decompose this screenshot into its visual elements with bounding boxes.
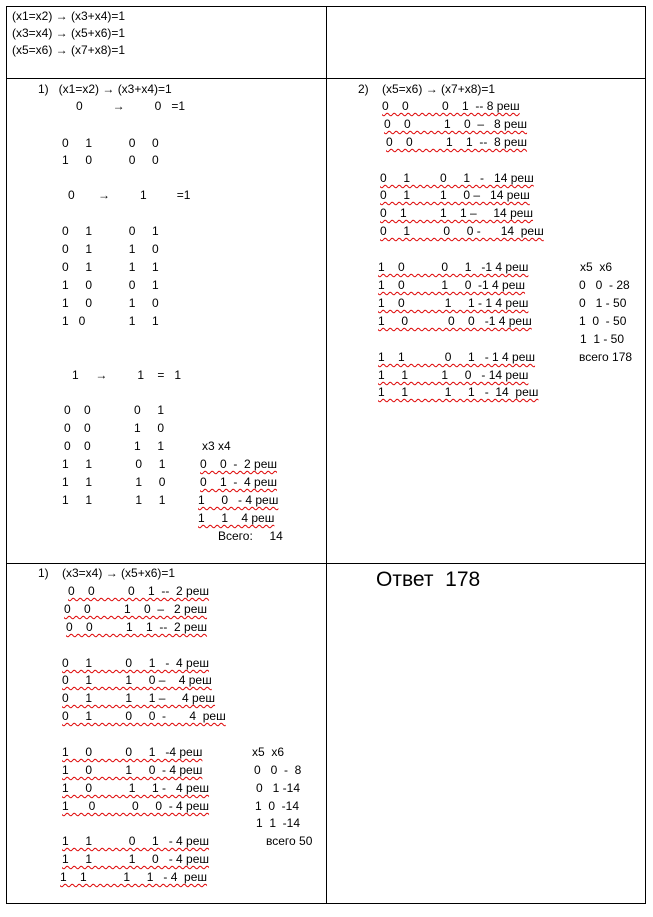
block2-row: 0 1 1 1 – 14 реш [380,206,534,220]
block2-row: 1 0 1 0 -1 4 реш [378,278,526,292]
block3-title: 1) (x3=x4) → (x5+x6)=1 [38,566,176,580]
block1-row: 0 1 0 0 [62,136,159,150]
block2-row: 1 0 0 0 -1 4 реш [378,314,532,328]
block2-row: 0 1 0 1 - 14 реш [380,171,534,185]
block1-row: 0 0 1 1 [64,439,165,453]
header-line: (x1=x2) → (x3+x4)=1 [12,9,126,23]
block2-row: 1 1 1 1 - 14 реш [378,385,539,399]
block1-sub-row: 0 1 - 4 реш [200,475,277,489]
block2-sub-header: x5 x6 [580,260,613,274]
table-border-left [6,6,7,904]
header-line: (x5=x6) → (x7+x8)=1 [12,43,126,57]
block2-row: 0 0 1 1 -- 8 реш [386,135,528,149]
block3-sub-row: 0 1 -14 [256,781,301,795]
block1-row: 1 → 1 = 1 [72,368,182,382]
table-border-middle [326,6,327,904]
block1-sub-header: x3 x4 [202,439,231,453]
block2-row: 0 1 1 0 – 14 реш [380,188,530,202]
block2-row: 0 0 0 1 -- 8 реш [382,99,520,113]
block3-row: 1 0 1 0 - 4 реш [62,763,203,777]
block3-row: 0 0 1 0 – 2 реш [64,602,208,616]
block1-row: 0 1 0 1 [62,224,159,238]
block2-title: 2) (x5=x6) → (x7+x8)=1 [358,82,496,96]
block2-row: 0 0 1 0 – 8 реш [384,117,528,131]
block3-row: 1 0 1 1 - 4 реш [62,781,210,795]
block1-row: 0 0 0 1 [64,403,165,417]
block3-row: 1 1 1 1 - 4 реш [60,870,208,884]
table-border-right [645,6,646,904]
block2-row: 1 1 1 0 - 14 реш [378,368,529,382]
block3-sub-row: 1 0 -14 [255,799,300,813]
block2-total: всего 178 [579,350,633,364]
block1-row: 1 0 1 0 [62,296,159,310]
block3-row: 0 1 1 0 – 4 реш [62,673,212,687]
block1-row: 1 1 0 1 [62,457,166,471]
block3-row: 0 0 0 1 -- 2 реш [68,584,210,598]
block2-sub-row: 1 1 - 50 [580,332,625,346]
block1-row: 1 1 1 1 [62,493,166,507]
block1-row: 1 1 1 0 [62,475,166,489]
block1-row: 1 0 0 1 [62,278,159,292]
block3-row: 1 0 0 1 -4 реш [62,745,203,759]
block2-sub-row: 1 0 - 50 [579,314,627,328]
block2-row: 1 0 0 1 -1 4 реш [378,260,529,274]
block3-sub-row: 1 1 -14 [256,816,301,830]
block3-row: 0 1 0 0 - 4 реш [62,709,226,723]
block1-total: Всего: 14 [218,529,283,543]
block2-sub-row: 0 1 - 50 [579,296,627,310]
block1-row: 0 1 1 1 [62,260,159,274]
block1-row: 1 0 1 1 [62,314,159,328]
header-line: (x3=x4) → (x5+x6)=1 [12,26,126,40]
block2-row: 1 1 0 1 - 1 4 реш [378,350,536,364]
block1-row: 0 1 1 0 [62,242,159,256]
answer-label: Ответ 178 [376,568,481,591]
block3-sub-header: x5 x6 [252,745,285,759]
block1-row: 0 → 0 =1 [76,99,186,113]
block1-row: 0 → 1 =1 [68,188,191,202]
block3-row: 0 1 1 1 – 4 реш [62,691,216,705]
block2-row: 1 0 1 1 - 1 4 реш [378,296,529,310]
block1-sub-row: 0 0 - 2 реш [200,457,277,471]
block1-title: 1) (x1=x2) → (x3+x4)=1 [38,82,172,96]
block1-row: 1 0 0 0 [62,153,159,167]
block3-sub-row: 0 0 - 8 [254,763,302,777]
block2-row: 0 1 0 0 - 14 реш [380,224,544,238]
block3-row: 0 1 0 1 - 4 реш [62,656,210,670]
block3-row: 1 0 0 0 - 4 реш [62,799,210,813]
block1-row: 0 0 1 0 [64,421,165,435]
block3-row: 0 0 1 1 -- 2 реш [66,620,208,634]
block3-total: всего 50 [266,834,313,848]
block1-sub-row: 1 0 - 4 реш [198,493,279,507]
block1-sub-row: 1 1 4 реш [198,511,275,525]
block3-row: 1 1 0 1 - 4 реш [62,834,210,848]
block3-row: 1 1 1 0 - 4 реш [62,852,210,866]
block2-sub-row: 0 0 - 28 [579,278,630,292]
